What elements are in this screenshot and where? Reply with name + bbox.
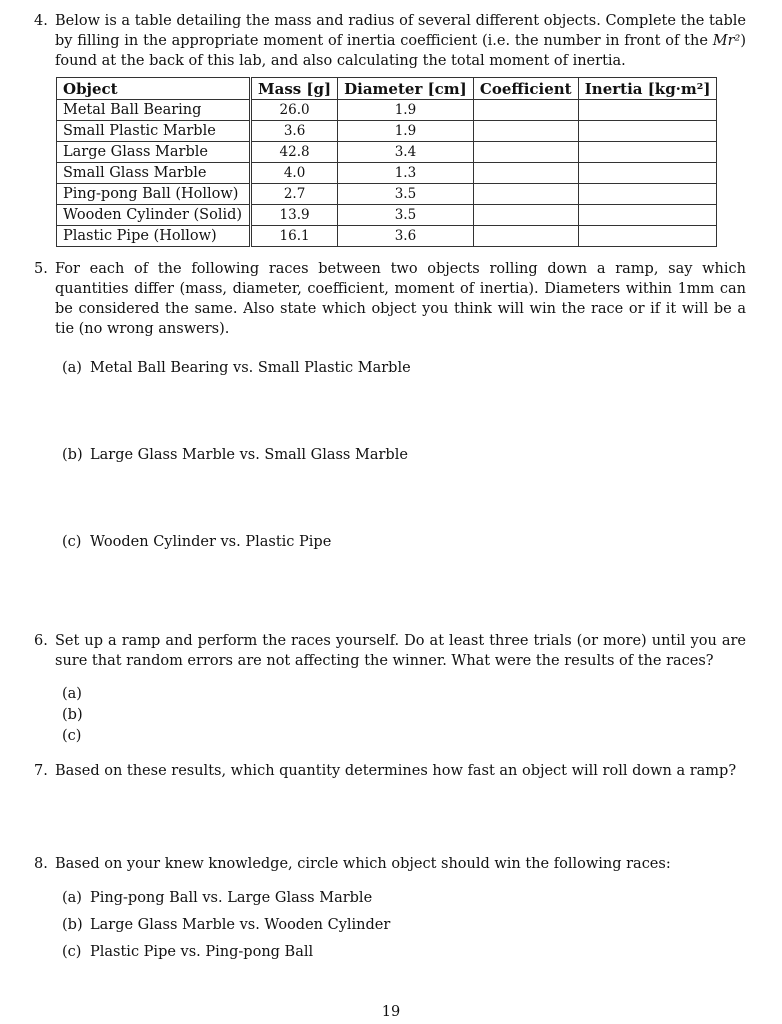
question-6-number: 6. xyxy=(34,633,48,649)
question-5-text: For each of the following races between two objects rolling down a ramp, say which quantities differ (mass, diameter, coefficient, moment of inertia). Diameters within 1mm can be considered the same. Also state which object you think will win the race or if it will be a tie (no wrong answers). xyxy=(55,261,746,337)
question-4-text: Below is a table detailing the mass and radius of several different objects. Complete the table by filling in the appropriate moment of inertia coefficient (i.e. the number in front of the Mr²) found at the back of this lab, and also calculating the total moment of inertia. xyxy=(55,13,746,69)
part-text: Metal Ball Bearing vs. Small Plastic Marble xyxy=(90,360,411,376)
table-row xyxy=(57,184,717,205)
part-label-b: (b) xyxy=(62,707,83,723)
cell-diameter: 3.5 xyxy=(338,205,474,226)
part-text[interactable]: Plastic Pipe vs. Ping-pong Ball xyxy=(90,944,314,960)
header-inertia: Inertia [kg·m²] xyxy=(578,78,717,100)
question-5-part-a xyxy=(62,358,411,378)
question-8-part-b xyxy=(62,915,390,935)
cell-coefficient[interactable] xyxy=(473,100,578,121)
cell-object: Wooden Cylinder (Solid) xyxy=(57,205,251,226)
moment-of-inertia-table xyxy=(56,77,717,247)
table-row xyxy=(57,226,717,247)
question-4 xyxy=(34,11,746,71)
question-5 xyxy=(34,259,746,339)
cell-object: Plastic Pipe (Hollow) xyxy=(57,226,251,247)
cell-object: Ping-pong Ball (Hollow) xyxy=(57,184,251,205)
question-7-text: Based on these results, which quantity determines how fast an object will roll down a ramp? xyxy=(55,763,737,779)
cell-coefficient[interactable] xyxy=(473,163,578,184)
header-diameter: Diameter [cm] xyxy=(338,78,474,100)
question-8-text: Based on your knew knowledge, circle which object should win the following races: xyxy=(55,856,671,872)
cell-coefficient[interactable] xyxy=(473,142,578,163)
table-row xyxy=(57,121,717,142)
table-row xyxy=(57,100,717,121)
question-7-number: 7. xyxy=(34,763,48,779)
cell-mass: 26.0 xyxy=(251,100,338,121)
cell-coefficient[interactable] xyxy=(473,226,578,247)
cell-object: Large Glass Marble xyxy=(57,142,251,163)
cell-inertia[interactable] xyxy=(578,226,717,247)
part-label: (a) xyxy=(62,360,82,376)
cell-diameter: 1.9 xyxy=(338,121,474,142)
question-4-number: 4. xyxy=(34,13,48,29)
question-5-part-c xyxy=(62,532,331,552)
cell-inertia[interactable] xyxy=(578,163,717,184)
cell-inertia[interactable] xyxy=(578,121,717,142)
cell-mass: 16.1 xyxy=(251,226,338,247)
header-object: Object xyxy=(57,78,251,100)
part-text: Wooden Cylinder vs. Plastic Pipe xyxy=(90,534,332,550)
cell-mass: 2.7 xyxy=(251,184,338,205)
cell-object: Small Glass Marble xyxy=(57,163,251,184)
table-row xyxy=(57,205,717,226)
table-header-row xyxy=(57,78,717,100)
cell-diameter: 1.9 xyxy=(338,100,474,121)
header-mass: Mass [g] xyxy=(251,78,338,100)
question-6-text: Set up a ramp and perform the races yourself. Do at least three trials (or more) until you are sure that random errors are not affecting the winner. What were the results of the races? xyxy=(55,633,746,669)
cell-diameter: 3.4 xyxy=(338,142,474,163)
part-label: (c) xyxy=(62,534,82,550)
cell-coefficient[interactable] xyxy=(473,121,578,142)
formula-mr-squared: Mr² xyxy=(712,33,741,49)
cell-mass: 42.8 xyxy=(251,142,338,163)
part-label: (c) xyxy=(62,944,82,960)
page-number: 19 xyxy=(381,1004,401,1020)
part-label-c: (c) xyxy=(62,728,82,744)
part-text: Large Glass Marble vs. Small Glass Marble xyxy=(90,447,408,463)
cell-object: Small Plastic Marble xyxy=(57,121,251,142)
cell-mass: 3.6 xyxy=(251,121,338,142)
cell-mass: 4.0 xyxy=(251,163,338,184)
cell-mass: 13.9 xyxy=(251,205,338,226)
question-6-parts xyxy=(62,684,83,747)
table-row xyxy=(57,142,717,163)
question-6 xyxy=(34,631,746,671)
cell-diameter: 3.6 xyxy=(338,226,474,247)
part-text[interactable]: Large Glass Marble vs. Wooden Cylinder xyxy=(90,917,391,933)
table-row xyxy=(57,163,717,184)
cell-diameter: 1.3 xyxy=(338,163,474,184)
part-label-a: (a) xyxy=(62,686,82,702)
cell-inertia[interactable] xyxy=(578,142,717,163)
part-label: (b) xyxy=(62,447,83,463)
part-label: (b) xyxy=(62,917,83,933)
question-5-part-b xyxy=(62,445,408,465)
question-8-number: 8. xyxy=(34,856,48,872)
cell-coefficient[interactable] xyxy=(473,184,578,205)
question-8-part-a xyxy=(62,888,372,908)
question-7 xyxy=(34,761,746,781)
cell-diameter: 3.5 xyxy=(338,184,474,205)
question-5-number: 5. xyxy=(34,261,48,277)
part-label: (a) xyxy=(62,890,82,906)
cell-inertia[interactable] xyxy=(578,205,717,226)
cell-object: Metal Ball Bearing xyxy=(57,100,251,121)
question-8-part-c xyxy=(62,942,313,962)
part-text[interactable]: Ping-pong Ball vs. Large Glass Marble xyxy=(90,890,373,906)
cell-coefficient[interactable] xyxy=(473,205,578,226)
cell-inertia[interactable] xyxy=(578,100,717,121)
question-8 xyxy=(34,854,746,874)
header-coefficient: Coefficient xyxy=(473,78,578,100)
cell-inertia[interactable] xyxy=(578,184,717,205)
